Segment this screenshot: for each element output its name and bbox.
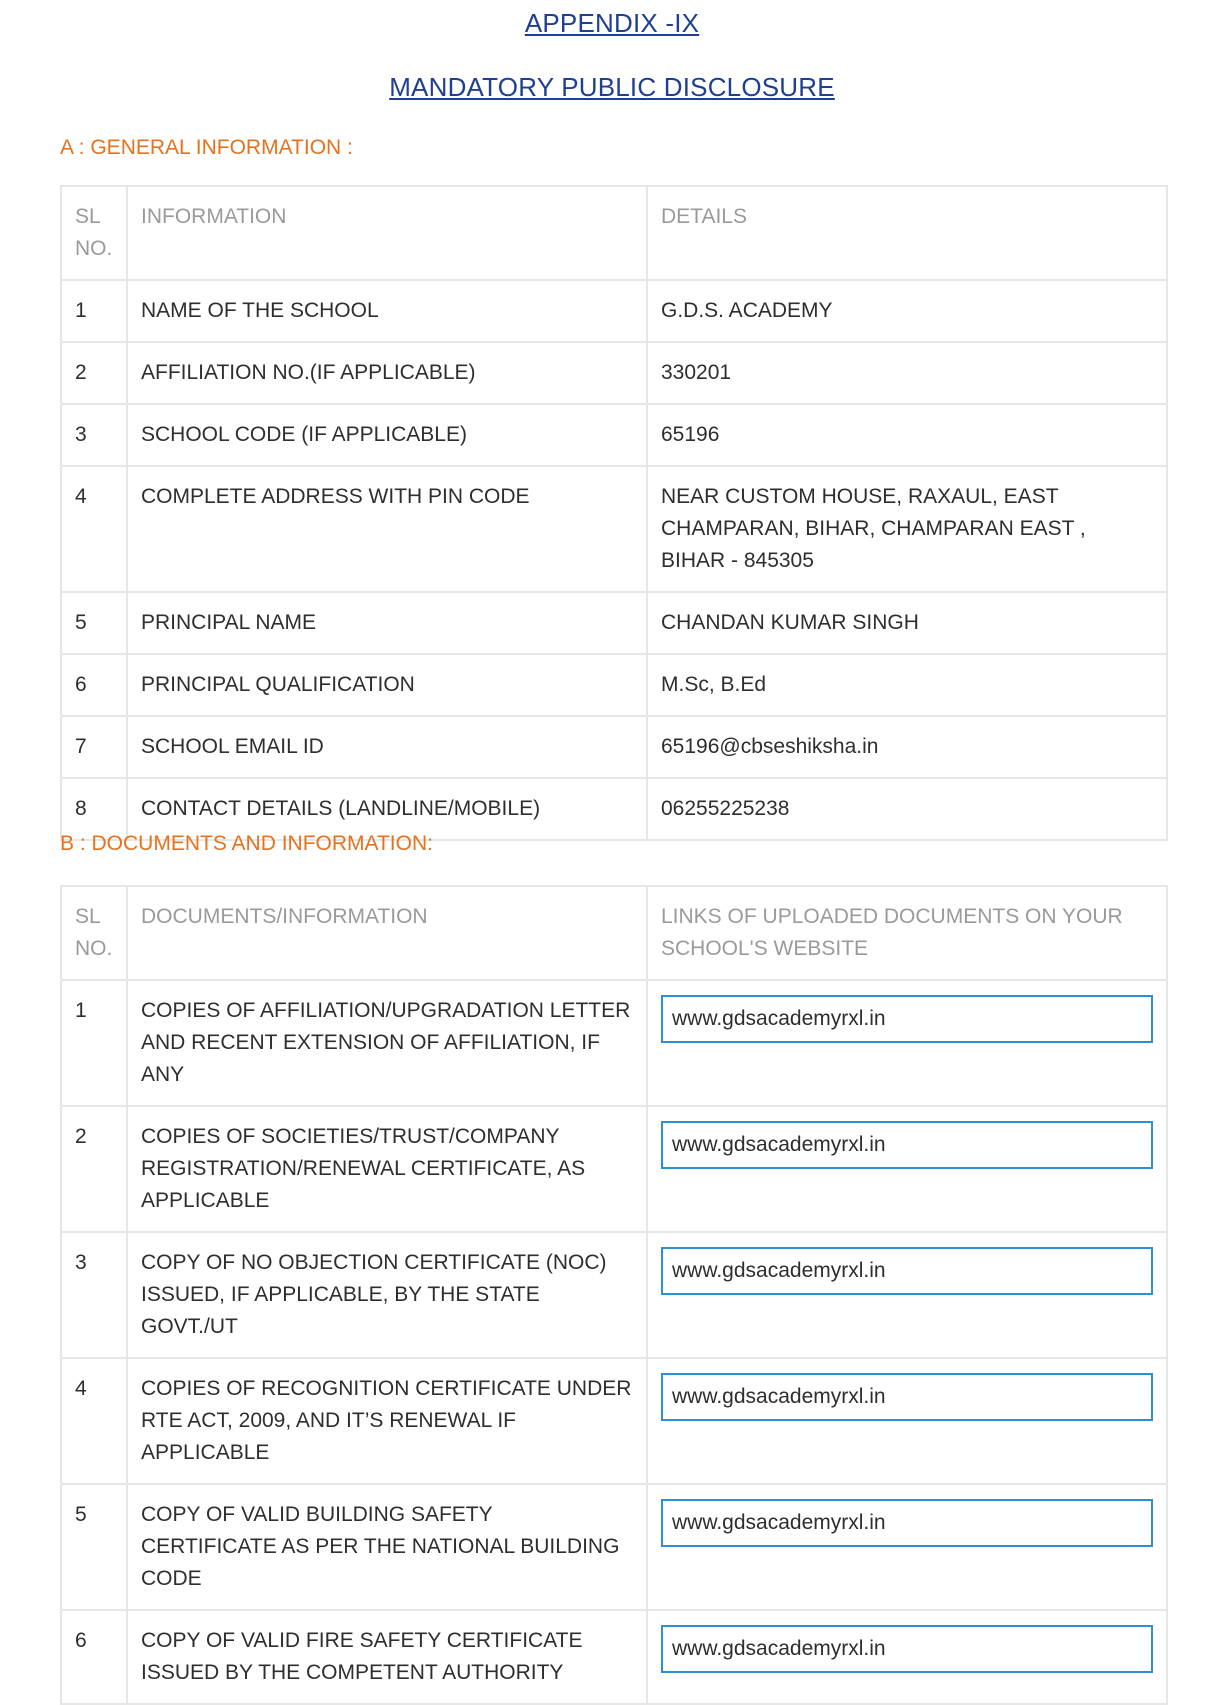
table-row [61,1484,1167,1610]
cell-document: COPIES OF RECOGNITION CERTIFICATE UNDER RTE ACT, 2009, AND IT’S RENEWAL IF APPLICABLE [127,1358,647,1484]
table-header-row [61,886,1167,980]
column-header-sl-no: SL NO. [61,886,127,980]
cell-sl: 1 [61,980,127,1106]
table-row [61,1610,1167,1704]
cell-information: PRINCIPAL NAME [127,592,647,654]
cell-link [647,980,1167,1106]
table-row [61,466,1167,592]
document-link-field[interactable]: www.gdsacademyrxl.in [661,1247,1153,1295]
column-header-documents: DOCUMENTS/INFORMATION [127,886,647,980]
cell-information: AFFILIATION NO.(IF APPLICABLE) [127,342,647,404]
cell-information: COMPLETE ADDRESS WITH PIN CODE [127,466,647,592]
cell-information: CONTACT DETAILS (LANDLINE/MOBILE) [127,778,647,840]
cell-document: COPY OF NO OBJECTION CERTIFICATE (NOC) ISSUED, IF APPLICABLE, BY THE STATE GOVT./UT [127,1232,647,1358]
cell-information: NAME OF THE SCHOOL [127,280,647,342]
table-row [61,1358,1167,1484]
cell-details: 330201 [647,342,1167,404]
document-link-field[interactable]: www.gdsacademyrxl.in [661,1373,1153,1421]
cell-sl: 6 [61,1610,127,1704]
cell-sl: 4 [61,1358,127,1484]
cell-document: COPY OF VALID BUILDING SAFETY CERTIFICATE AS PER THE NATIONAL BUILDING CODE [127,1484,647,1610]
table-row [61,404,1167,466]
section-b-heading: B : DOCUMENTS AND INFORMATION: [60,832,433,855]
cell-details: CHANDAN KUMAR SINGH [647,592,1167,654]
cell-details: NEAR CUSTOM HOUSE, RAXAUL, EAST CHAMPARAN, BIHAR, CHAMPARAN EAST , BIHAR - 845305 [647,466,1167,592]
column-header-details: DETAILS [647,186,1167,280]
cell-sl: 2 [61,342,127,404]
document-link-field[interactable]: www.gdsacademyrxl.in [661,1121,1153,1169]
cell-sl: 3 [61,404,127,466]
column-header-sl-no: SL NO. [61,186,127,280]
cell-document: COPIES OF AFFILIATION/UPGRADATION LETTER AND RECENT EXTENSION OF AFFILIATION, IF ANY [127,980,647,1106]
cell-details: G.D.S. ACADEMY [647,280,1167,342]
cell-sl: 3 [61,1232,127,1358]
cell-sl: 6 [61,654,127,716]
cell-information: SCHOOL CODE (IF APPLICABLE) [127,404,647,466]
cell-details: M.Sc, B.Ed [647,654,1167,716]
cell-sl: 1 [61,280,127,342]
cell-sl: 4 [61,466,127,592]
cell-link [647,1610,1167,1704]
appendix-title: APPENDIX -IX [524,8,700,38]
document-link-field[interactable]: www.gdsacademyrxl.in [661,1625,1153,1673]
table-row [61,342,1167,404]
document-link-field[interactable]: www.gdsacademyrxl.in [661,995,1153,1043]
table-row [61,592,1167,654]
cell-details: 06255225238 [647,778,1167,840]
cell-sl: 7 [61,716,127,778]
document-link-field[interactable]: www.gdsacademyrxl.in [661,1499,1153,1547]
cell-sl: 8 [61,778,127,840]
documents-information-table [60,885,1168,1705]
cell-information: PRINCIPAL QUALIFICATION [127,654,647,716]
table-row [61,980,1167,1106]
general-information-table [60,185,1168,841]
section-a-heading: A : GENERAL INFORMATION : [60,136,353,159]
cell-link [647,1232,1167,1358]
table-row [61,654,1167,716]
table-row [61,716,1167,778]
table-row [61,280,1167,342]
table-row [61,778,1167,840]
cell-details: 65196 [647,404,1167,466]
page-title: MANDATORY PUBLIC DISCLOSURE [389,72,835,102]
cell-sl: 2 [61,1106,127,1232]
table-row [61,1232,1167,1358]
cell-details: 65196@cbseshiksha.in [647,716,1167,778]
cell-link [647,1484,1167,1610]
column-header-information: INFORMATION [127,186,647,280]
column-header-links: LINKS OF UPLOADED DOCUMENTS ON YOUR SCHOOL'S WEBSITE [647,886,1167,980]
cell-link [647,1358,1167,1484]
table-row [61,1106,1167,1232]
cell-sl: 5 [61,1484,127,1610]
cell-link [647,1106,1167,1232]
table-header-row [61,186,1167,280]
cell-document: COPIES OF SOCIETIES/TRUST/COMPANY REGISTRATION/RENEWAL CERTIFICATE, AS APPLICABLE [127,1106,647,1232]
cell-information: SCHOOL EMAIL ID [127,716,647,778]
cell-document: COPY OF VALID FIRE SAFETY CERTIFICATE ISSUED BY THE COMPETENT AUTHORITY [127,1610,647,1704]
cell-sl: 5 [61,592,127,654]
